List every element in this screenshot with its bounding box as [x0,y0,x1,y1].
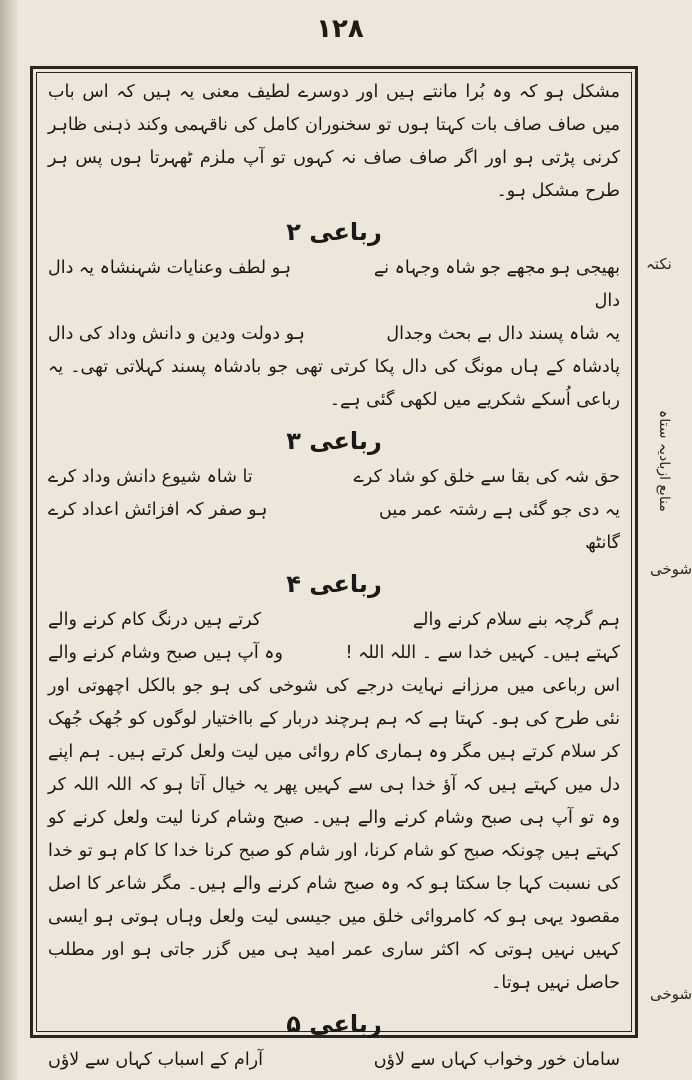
verse-couplet [48,1044,620,1077]
verse-hemistich: کہتے ہیں۔ کہیں خدا سے ۔ اللہ اللہ ! [345,643,620,663]
rubai-heading: رباعی ۴ [286,570,382,598]
page-number: ۱۲۸ [316,14,364,44]
margin-note: شوخی [650,985,692,1003]
verse-hemistich: یہ شاہ پسند دال بے بحث وجدال [386,324,620,344]
verse-hemistich: ہو لطف وعنایات شہنشاہ یہ دال [48,258,291,278]
verse-couplet [48,494,620,560]
verse-hemistich: ہو صفر کہ افزائش اعداد کرے [48,500,268,520]
verse-hemistich: آرام کے اسباب کہاں سے لاؤں [48,1050,263,1070]
verse-couplet [48,252,620,318]
verse-hemistich: کرتے ہیں درنگ کام کرنے والے [48,610,262,630]
verse-couplet [48,637,620,670]
verse-hemistich: حق شہ کی بقا سے خلق کو شاد کرے [353,467,620,487]
verse-hemistich: بھیجی ہو مجھے جو شاہ وجہاہ نے دال [373,258,620,311]
intro-paragraph: مشکل ہو کہ وہ بُرا مانتے ہیں اور دوسرے لطیف معنی یہ ہیں کہ اس باب میں صاف صاف بات کہتا ہوں تو سخنوران کامل کی ناقہمی وکند ذہنی ظاہر کرنی پڑتی ہو اور اگر صاف صاف نہ کہوں تو آپ ملزم ٹھہرتا ہوں پس ہر طرح مشکل ہو۔ [48,82,620,201]
commentary-paragraph: اس رباعی میں مرزانے نہایت درجے کی شوخی کی ہو جو بالکل اچھوتی اور نئی طرح کی ہو۔ کہتا ہے کہ ہم ہرچند دربار کے بااختیار لوگوں کو جُھک جُھک کر سلام کرتے ہیں مگر وہ ہماری کام روائی میں لیت ولعل کرتے ہیں۔ ہم اپنے دل میں کہتے ہیں کہ آؤ خدا ہی سے کہیں پھر یہ خیال آتا ہو کہ اللہ اللہ کر وہ تو آپ ہی صبح وشام کرنے والے ہیں۔ صبح وشام کرنا لیت ولعل کرنے کو کہتے ہیں چونکہ صبح کو شام کرنا، اور شام کو صبح کرنا خدا کا کام ہو تو خدا کی نسبت کہا جا سکتا ہو کہ وہ صبح شام کرنے والے ہیں۔ مگر شاعر کا اصل مقصود یہی ہو کہ کامروائی خلق میں جیسی لیت ولعل وہاں ہوتی ہو ایسی کہیں نہیں ہوتی کہ اکثر ساری عمر امید ہی میں گزر جاتی ہو اور مطلب حاصل نہیں ہوتا۔ [48,676,620,993]
verse-hemistich: یہ دی جو گئی ہے رشتہ عمر میں گانٹھ [379,500,620,553]
verse-couplet [48,318,620,351]
rubai-heading: رباعی ۲ [286,218,382,246]
verse-couplet [48,461,620,494]
book-binding-edge [0,0,18,1080]
margin-note: نکتہ [646,255,672,273]
rubai-heading: رباعی ۳ [286,427,382,455]
rubai-heading: رباعی ۵ [286,1010,382,1038]
verse-hemistich: ہم گرچہ بنے سلام کرنے والے [412,610,620,630]
verse-hemistich: سامان خور وخواب کہاں سے لاؤں [373,1050,620,1070]
verse-couplet [48,604,620,637]
verse-hemistich: وہ آپ ہیں صبح وشام کرنے والے [48,643,284,663]
page-text [48,76,620,1070]
verse-hemistich: ہو دولت ودین و دانش وداد کی دال [48,324,305,344]
margin-note: شوخی [650,560,692,578]
margin-note-vertical: منابع ازبادیہ ستاہ [656,410,672,512]
commentary-paragraph: پادشاہ کے ہاں مونگ کی دال پکا کرتی تھی جو بادشاہ پسند کہلاتی تھی۔ یہ رباعی اُسکے شکریے میں لکھی گئی ہے۔ [48,357,620,410]
verse-hemistich: تا شاہ شیوع دانش وداد کرے [48,467,253,487]
